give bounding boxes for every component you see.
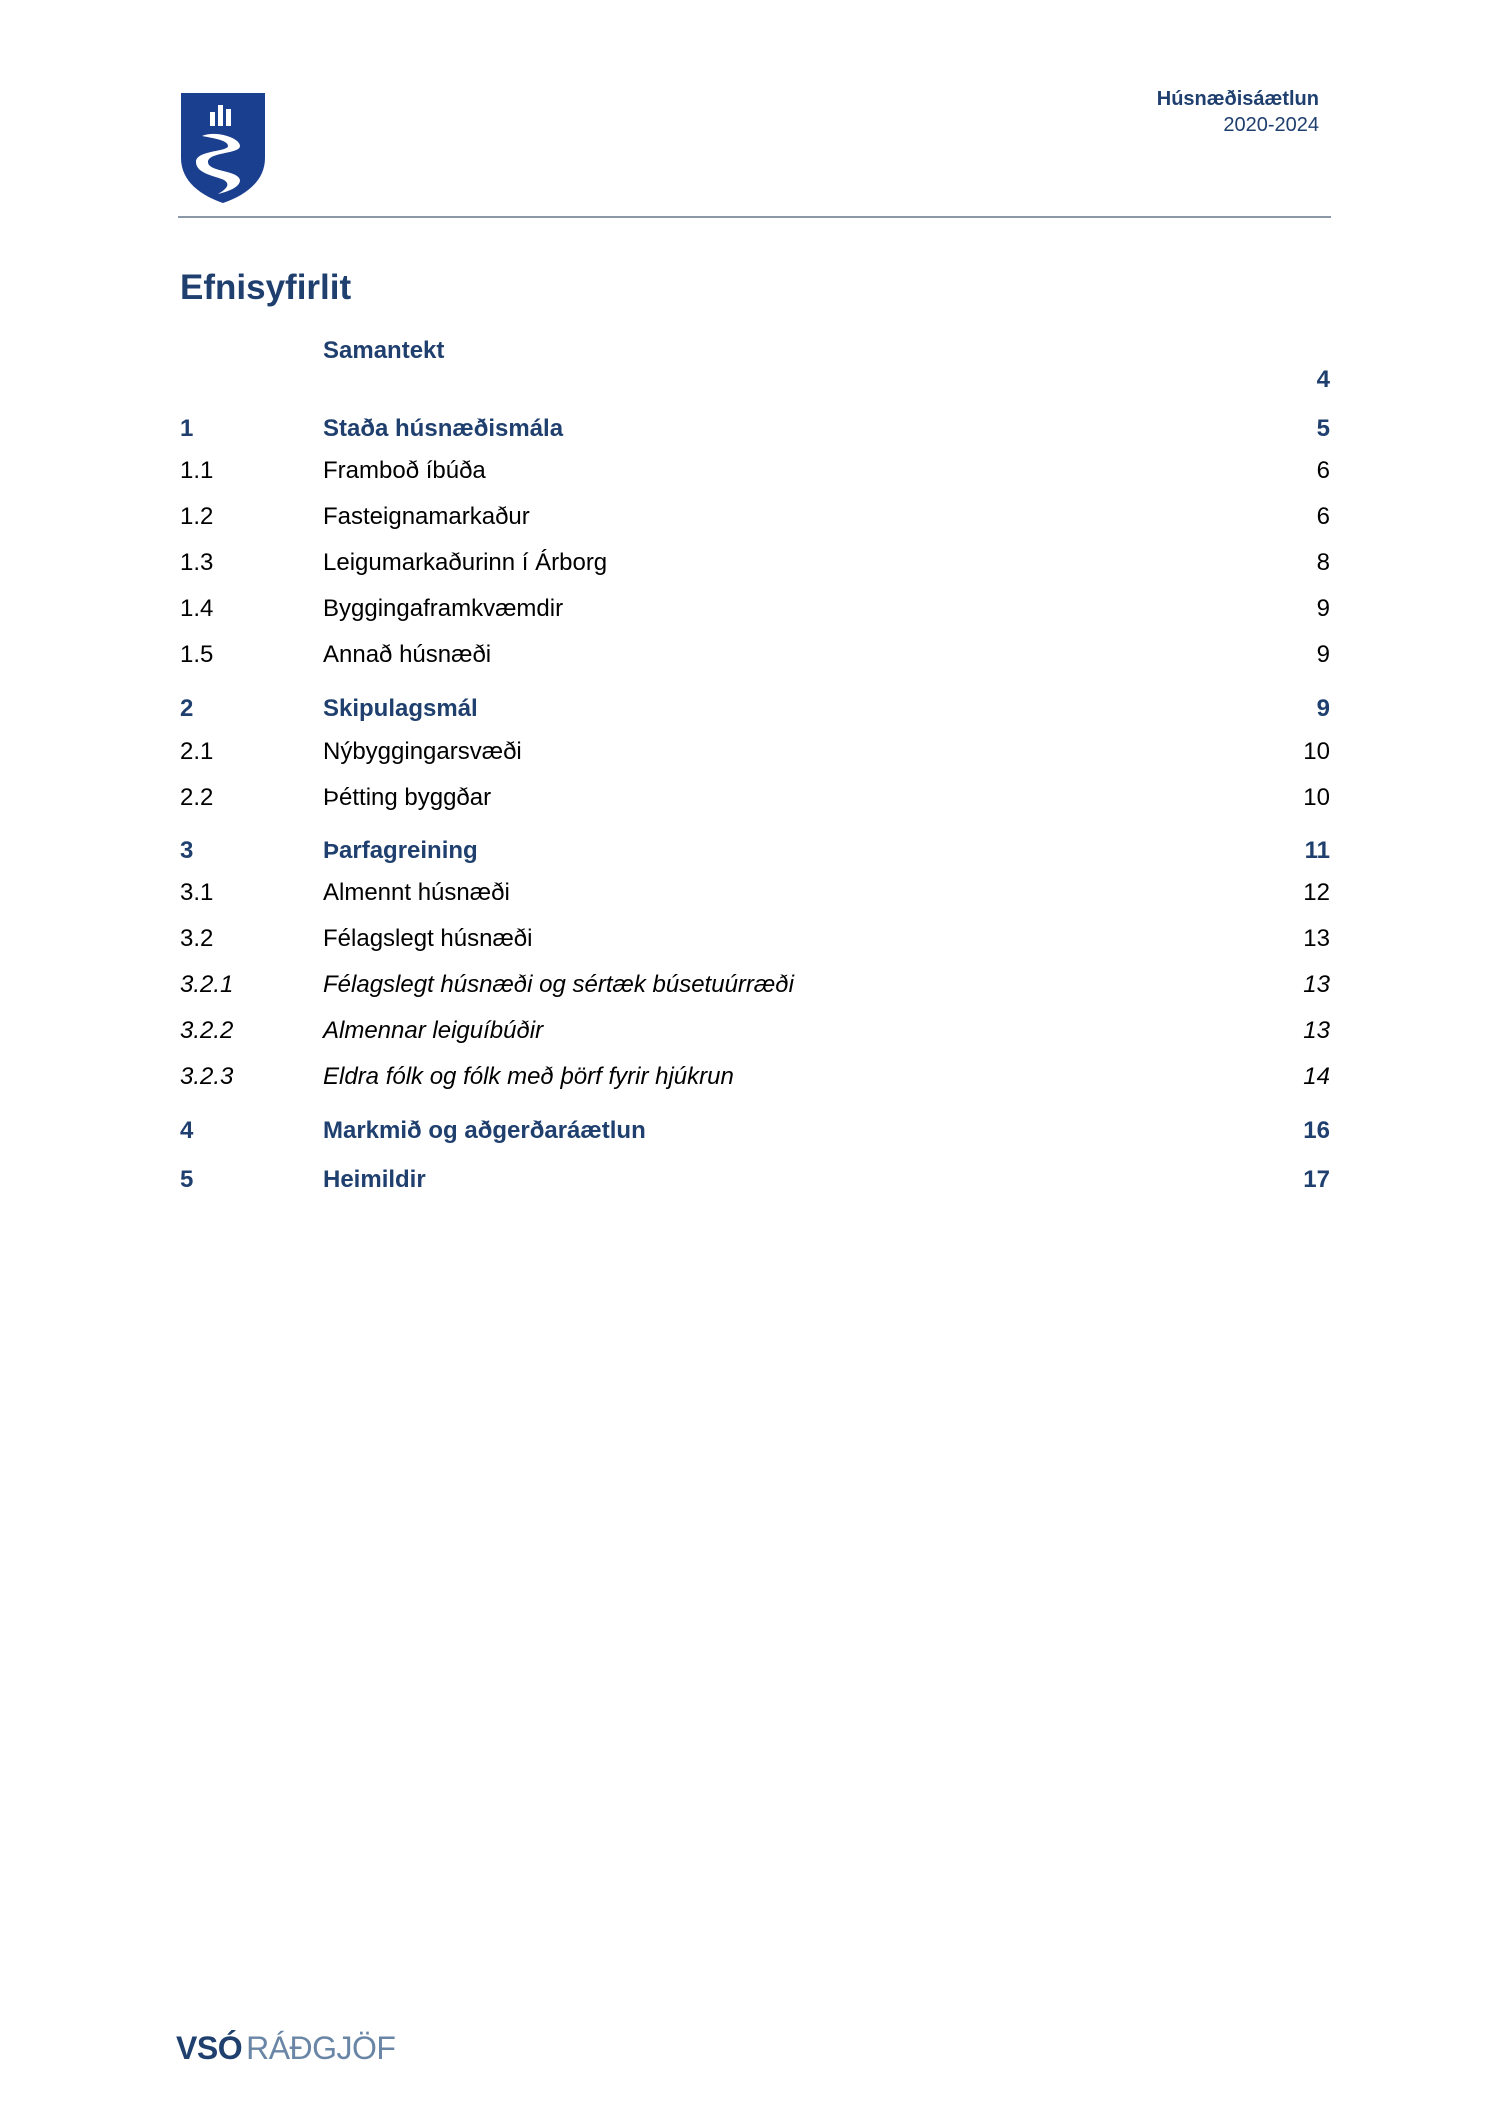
toc-entry-page: 6: [1316, 457, 1330, 484]
toc-entry-text: Annað húsnæði: [323, 641, 492, 668]
toc-entry[interactable]: [180, 1014, 1330, 1048]
toc-entry-page: 9: [1316, 595, 1330, 622]
toc-entry-text: Staða húsnæðismála: [323, 415, 564, 442]
toc-entry-page: 13: [1303, 1017, 1330, 1044]
toc-entry[interactable]: [180, 692, 1330, 726]
toc-entry-page: 9: [1316, 641, 1330, 668]
toc-entry-text: Framboð íbúða: [323, 457, 486, 484]
toc-entry-number: 3.2.2: [180, 1017, 234, 1044]
logo-bold-text: VSÓ: [176, 2030, 243, 2066]
toc-entry-text: Fasteignamarkaður: [323, 503, 530, 530]
header-divider: [178, 216, 1331, 218]
document-header: [1157, 86, 1319, 138]
toc-entry-number: 3.2.3: [180, 1063, 234, 1090]
coat-of-arms-logo: [180, 92, 266, 204]
document-title: Húsnæðisáætlun: [1156, 88, 1319, 110]
toc-entry[interactable]: [180, 412, 1330, 446]
toc-entry[interactable]: [180, 500, 1330, 534]
toc-entry-text: Nýbyggingarsvæði: [323, 738, 522, 765]
toc-entry[interactable]: [180, 546, 1330, 580]
toc-entry-page: 9: [1316, 695, 1330, 722]
toc-entry[interactable]: [180, 781, 1330, 815]
toc-entry-number: 3.1: [180, 879, 214, 906]
shield-icon: [180, 92, 266, 204]
toc-entry-number: 2.1: [180, 738, 214, 765]
toc-entry[interactable]: [180, 922, 1330, 956]
toc-entry-text: Heimildir: [323, 1166, 426, 1193]
toc-entry[interactable]: [180, 834, 1330, 868]
toc-entry-page: 10: [1303, 738, 1330, 765]
toc-entry-number: 4: [180, 1117, 194, 1144]
toc-entry-page: 16: [1303, 1117, 1330, 1144]
toc-entry-page: 17: [1303, 1166, 1330, 1193]
toc-entry-number: 1.2: [180, 503, 214, 530]
toc-entry-page: 14: [1303, 1063, 1330, 1090]
document-years: 2020-2024: [1223, 114, 1319, 136]
toc-entry[interactable]: [180, 454, 1330, 488]
toc-entry[interactable]: [180, 592, 1330, 626]
toc-entry-number: 3.2: [180, 925, 214, 952]
toc-entry-text: Byggingaframkvæmdir: [323, 595, 564, 622]
toc-entry[interactable]: [180, 876, 1330, 910]
toc-entry[interactable]: [180, 1163, 1330, 1197]
toc-title: Efnisyfirlit: [180, 268, 352, 307]
toc-entry-number: 1.5: [180, 641, 214, 668]
toc-entry-text: Þétting byggðar: [323, 784, 492, 811]
toc-entry-page: 8: [1316, 549, 1330, 576]
toc-entry-text: Þarfagreining: [323, 837, 478, 864]
logo-light-text: RÁÐGJÖF: [246, 2030, 396, 2066]
toc-entry[interactable]: [180, 968, 1330, 1002]
toc-entry-text: Félagslegt húsnæði: [323, 925, 533, 952]
toc-entry-page: 6: [1316, 503, 1330, 530]
toc-entry-page: 13: [1303, 971, 1330, 998]
toc-entry[interactable]: [180, 1060, 1330, 1094]
toc-entry-summary-page-row[interactable]: [180, 363, 1330, 397]
toc-entry-number: 1: [180, 415, 194, 442]
toc-entry[interactable]: [180, 1114, 1330, 1148]
toc-entry-text: Samantekt: [323, 337, 445, 364]
toc-entry-text: Almennar leiguíbúðir: [323, 1017, 544, 1044]
toc-entry[interactable]: [180, 638, 1330, 672]
toc-entry-number: 5: [180, 1166, 194, 1193]
toc-entry-page: 4: [1316, 366, 1330, 393]
toc-entry-text: Markmið og aðgerðaráætlun: [323, 1117, 646, 1144]
toc-entry-text: Eldra fólk og fólk með þörf fyrir hjúkrun: [323, 1063, 734, 1090]
toc-entry-page: 5: [1316, 415, 1330, 442]
toc-entry-number: 2.2: [180, 784, 214, 811]
toc-entry-text: Almennt húsnæði: [323, 879, 510, 906]
toc-entry-number: 3: [180, 837, 194, 864]
toc-entry-text: Félagslegt húsnæði og sértæk búsetuúrræði: [323, 971, 794, 998]
toc-entry-number: 1.4: [180, 595, 214, 622]
toc-entry-page: 12: [1303, 879, 1330, 906]
toc-entry-text: Skipulagsmál: [323, 695, 478, 722]
toc-entry[interactable]: [180, 735, 1330, 769]
toc-entry-page: 11: [1304, 837, 1330, 864]
toc-entry-number: 1.1: [180, 457, 214, 484]
toc-entry-page: 13: [1303, 925, 1330, 952]
toc-entry-page: 10: [1303, 784, 1330, 811]
toc-entry-text: Leigumarkaðurinn í Árborg: [323, 549, 608, 576]
toc-entry-number: 3.2.1: [180, 971, 234, 998]
vso-radgjof-logo: [176, 2028, 395, 2068]
toc-entry-number: 1.3: [180, 549, 214, 576]
toc-entry-number: 2: [180, 695, 194, 722]
